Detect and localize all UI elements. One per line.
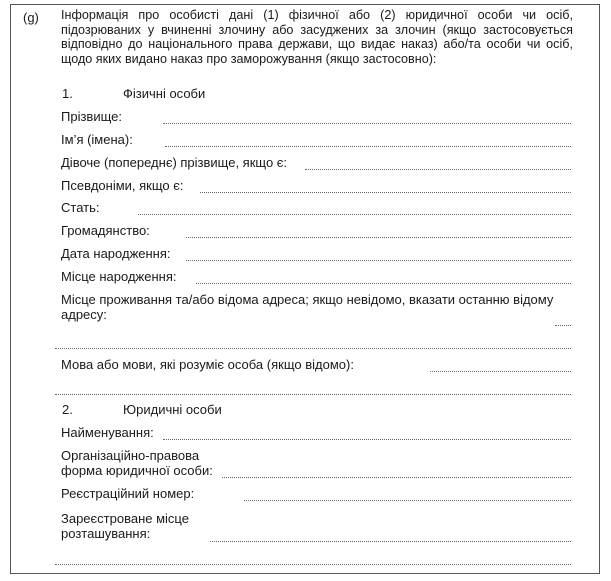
nationality-label: Громадянство: [61,223,150,238]
birth-place-line[interactable] [196,283,571,284]
sex-line[interactable] [138,214,571,215]
birth-date-label: Дата народження: [61,246,171,261]
residence-label-line1: Місце проживання та/або відома адреса; якщо невідомо, вказати останню відому [61,292,554,307]
legal-form-label-line2: форма юридичної особи: [61,463,213,478]
section-intro: Інформація про особисті дані (1) фізичної або (2) юридичної особи чи осіб, підозрюваних у вчиненні злочину або засуджених за злочин (якщо застосовується відповідно до національного права держави, що видає наказ) або/та особи чи осіб, щодо яких видано наказ про заморожування (якщо застосовно): [61,8,573,66]
birth-place-label: Місце народження: [61,269,177,284]
legal-form-label-line1: Організаційно-правова [61,448,200,463]
residence-line-full[interactable] [55,348,571,349]
sex-label: Стать: [61,200,100,215]
aliases-line[interactable] [200,192,571,193]
registered-seat-line-full[interactable] [55,564,571,565]
residence-label-line2: адресу: [61,307,107,322]
nationality-line[interactable] [186,237,571,238]
section-label: (g) [23,10,39,25]
given-names-line[interactable] [165,146,571,147]
surname-line[interactable] [163,123,571,124]
aliases-label: Псевдоніми, якщо є: [61,178,184,193]
legal-name-line[interactable] [163,439,571,440]
legal-name-label: Найменування: [61,425,154,440]
natural-heading: Фізичні особи [123,86,206,101]
legal-heading: Юридичні особи [123,402,222,417]
given-names-label: Ім’я (імена): [61,132,133,147]
registered-seat-line[interactable] [210,541,571,542]
section-separator-line [55,394,571,395]
natural-number: 1. [62,86,73,101]
registration-number-label: Реєстраційний номер: [61,486,195,501]
languages-label: Мова або мови, які розуміє особа (якщо відомо): [61,357,354,372]
residence-line-short[interactable] [555,325,571,326]
languages-line[interactable] [430,371,571,372]
surname-label: Прізвище: [61,109,122,124]
legal-number: 2. [62,402,73,417]
maiden-name-label: Дівоче (попереднє) прізвище, якщо є: [61,155,288,170]
registered-seat-label-line1: Зареєстроване місце [61,511,189,526]
legal-form-line[interactable] [222,477,571,478]
registered-seat-label-line2: розташування: [61,526,151,541]
birth-date-line[interactable] [186,260,571,261]
registration-number-line[interactable] [244,500,571,501]
maiden-name-line[interactable] [305,169,571,170]
